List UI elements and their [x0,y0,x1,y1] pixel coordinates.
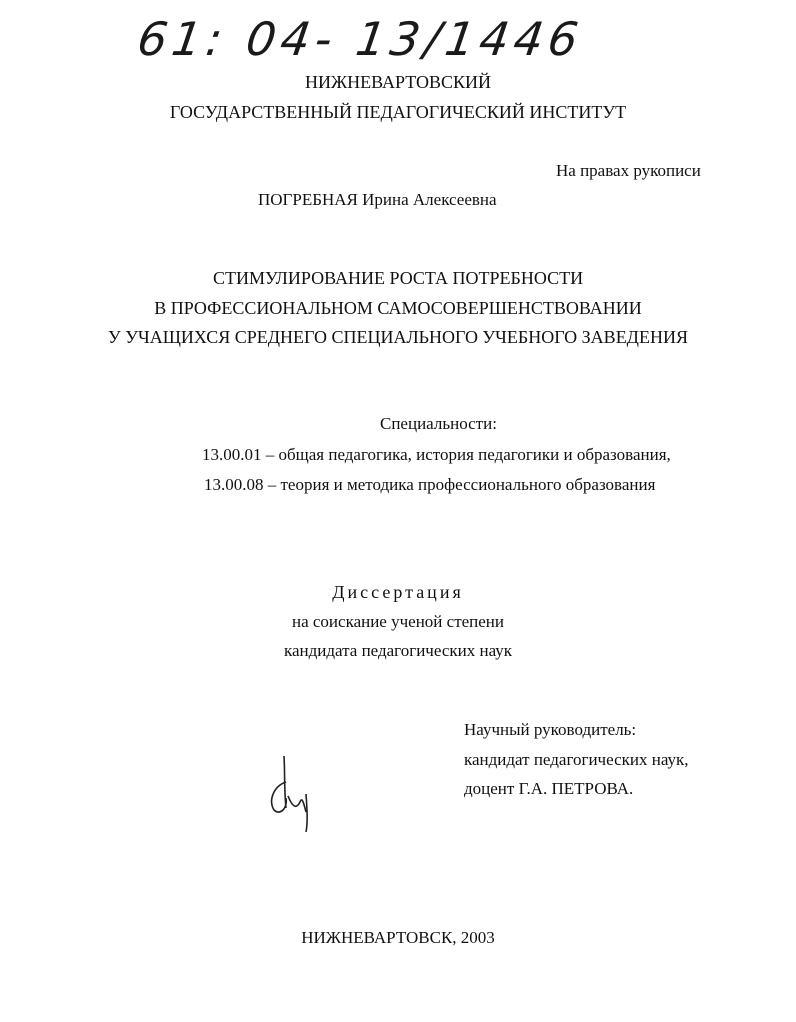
archive-number-handwritten: 61: 04- 13/1446 [134,12,587,66]
dissertation-line-2: кандидата педагогических наук [283,641,513,660]
institution-line-1: НИЖНЕВАРТОВСКИЙ [305,72,491,92]
dissertation-heading: Диссертация [332,582,464,602]
city-year: НИЖНЕВАРТОВСК, 2003 [301,928,495,947]
supervisor-degree: кандидат педагогических наук, [464,750,689,769]
title-line-2: В ПРОФЕССИОНАЛЬНОМ САМОСОВЕРШЕНСТВОВАНИИ [154,298,642,318]
author-name: ПОГРЕБНАЯ Ирина Алексеевна [258,190,497,209]
specialty-item-1: 13.00.01 – общая педагогика, история педагогики и образования, [202,445,671,464]
dissertation-line-1: на соискание ученой степени [291,612,505,631]
specialties-heading: Специальности: [380,414,497,433]
manuscript-rights: На правах рукописи [556,161,701,180]
institution-line-2: ГОСУДАРСТВЕННЫЙ ПЕДАГОГИЧЕСКИЙ ИНСТИТУТ [169,102,627,122]
supervisor-heading: Научный руководитель: [464,720,637,739]
title-line-3: У УЧАЩИХСЯ СРЕДНЕГО СПЕЦИАЛЬНОГО УЧЕБНОГО ЗАВЕДЕНИЯ [108,327,688,347]
specialty-item-2: 13.00.08 – теория и методика профессионального образования [204,475,656,494]
title-line-1: СТИМУЛИРОВАНИЕ РОСТА ПОТРЕБНОСТИ [212,268,584,288]
signature-mark [262,752,322,838]
supervisor-name: доцент Г.А. ПЕТРОВА. [464,779,634,798]
